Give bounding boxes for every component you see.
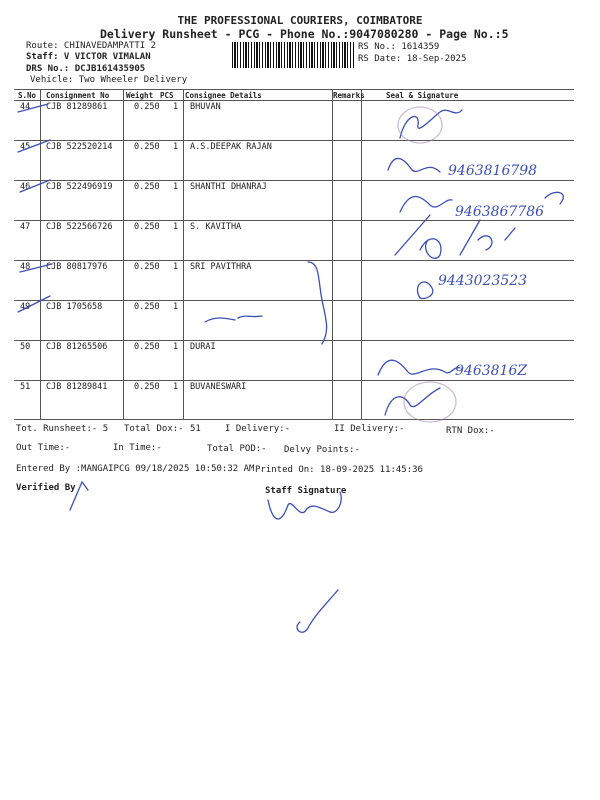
row-pcs: 1 (173, 302, 179, 312)
row-consignment: CJB 522566726 (46, 222, 113, 232)
row-consignee: BUVANESWARI (190, 382, 247, 392)
row-weight: 0.250 (134, 142, 160, 152)
total-pod: Total POD:- (207, 444, 267, 454)
row-consignee: DURAI (190, 342, 216, 352)
row-sno: 49 (20, 302, 31, 312)
total-dox-label: Total Dox:- (124, 424, 184, 434)
rtn-dox: RTN Dox:- (446, 426, 495, 436)
row-weight: 0.250 (134, 222, 160, 232)
row-sno: 51 (20, 382, 31, 392)
col-weight: Weight (126, 91, 154, 100)
col-consignee: Consignee Details (185, 91, 262, 100)
row-weight: 0.250 (134, 182, 160, 192)
row-consignee: BHUVAN (190, 102, 221, 112)
row-consignment: CJB 81265506 (46, 342, 108, 352)
row-consignment: CJB 81289841 (46, 382, 108, 392)
out-time: Out Time:- (16, 443, 71, 453)
total-dox-value: 51 (190, 424, 201, 434)
col-pcs: PCS (160, 91, 174, 100)
drs-label: DRS No.: DCJB161435905 (26, 64, 146, 74)
row-consignee: A.S.DEEPAK RAJAN (190, 142, 272, 152)
rs-date: RS Date: 18-Sep-2025 (358, 54, 467, 64)
col-seal-signature: Seal & Signature (386, 91, 459, 100)
row-sno: 47 (20, 222, 31, 232)
handwritten-phone-4: 9463816Z (455, 363, 528, 379)
barcode (232, 42, 354, 68)
route-label: Route: CHINAVEDAMPATTI 2 (26, 41, 157, 51)
company-title: THE PROFESSIONAL COURIERS, COIMBATORE (177, 14, 423, 27)
row-sno: 50 (20, 342, 31, 352)
row-weight: 0.250 (134, 342, 160, 352)
runsheet-subtitle: Delivery Runsheet - PCG - Phone No.:9047080280 - Page No.:5 (100, 27, 509, 41)
col-consignment: Consignment No (46, 91, 110, 100)
in-time: In Time:- (113, 443, 162, 453)
verified-by: Verified By (16, 483, 76, 493)
row-pcs: 1 (173, 262, 179, 272)
row-sno: 48 (20, 262, 31, 272)
handwritten-phone-1: 9463816798 (448, 163, 538, 179)
row-pcs: 1 (173, 382, 179, 392)
row-consignment: CJB 522520214 (46, 142, 113, 152)
row-pcs: 1 (173, 222, 179, 232)
staff-label: Staff: V VICTOR VIMALAN (26, 52, 151, 62)
handwritten-phone-2: 9463867786 (455, 204, 545, 220)
entered-by: Entered By :MANGAIPCG 09/18/2025 10:50:32 AM (16, 464, 255, 474)
row-weight: 0.250 (134, 302, 160, 312)
ii-delivery: II Delivery:- (334, 424, 405, 434)
row-pcs: 1 (173, 182, 179, 192)
row-weight: 0.250 (134, 262, 160, 272)
row-sno: 45 (20, 142, 31, 152)
row-pcs: 1 (173, 342, 179, 352)
row-consignee: SHANTHI DHANRAJ (190, 182, 267, 192)
rs-number: RS No.: 1614359 (358, 42, 440, 52)
row-pcs: 1 (173, 102, 179, 112)
tot-runsheet: Tot. Runsheet:- 5 (16, 424, 109, 434)
row-consignee: SRI PAVITHRA (190, 262, 252, 272)
staff-signature-label: Staff Signature (265, 486, 347, 496)
row-sno: 44 (20, 102, 31, 112)
handwritten-phone-3: 9443023523 (438, 273, 528, 289)
row-sno: 46 (20, 182, 31, 192)
row-weight: 0.250 (134, 102, 160, 112)
row-consignment: CJB 1705658 (46, 302, 103, 312)
row-consignment: CJB 80817976 (46, 262, 108, 272)
delvy-points: Delvy Points:- (284, 445, 360, 455)
row-consignment: CJB 522496919 (46, 182, 113, 192)
row-pcs: 1 (173, 142, 179, 152)
vehicle-label: Vehicle: Two Wheeler Delivery (30, 75, 188, 85)
printed-on: Printed On: 18-09-2025 11:45:36 (255, 465, 423, 475)
col-sno: S.No (18, 91, 37, 100)
row-consignee: S. KAVITHA (190, 222, 242, 232)
i-delivery: I Delivery:- (225, 424, 291, 434)
col-remarks: Remarks (333, 91, 365, 100)
row-weight: 0.250 (134, 382, 160, 392)
row-consignment: CJB 81289861 (46, 102, 108, 112)
